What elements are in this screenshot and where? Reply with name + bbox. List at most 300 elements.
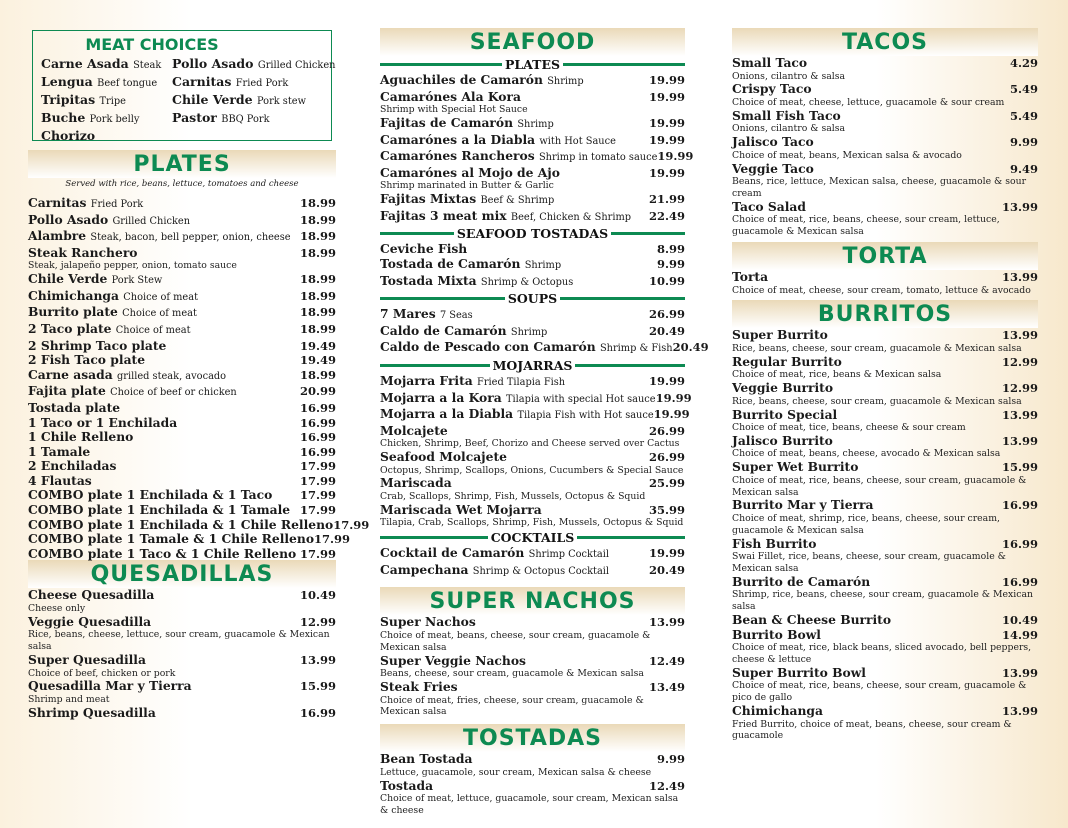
menu-item-short-desc: Tilapia with special Hot sauce <box>505 393 656 405</box>
section-header-seafood: SEAFOOD <box>380 28 685 56</box>
menu-item-price: 19.99 <box>655 390 692 405</box>
menu-item-short-desc: Choice of meat <box>115 324 191 336</box>
menu-item-row <box>28 547 336 562</box>
section-header-torta: TORTA <box>732 242 1038 270</box>
menu-item-row <box>28 430 336 445</box>
menu-item-row <box>28 368 336 385</box>
rule-line <box>380 364 490 367</box>
menu-item-description: Fried Burrito, choice of meat, beans, cheese, sour cream & guacamole <box>732 718 1012 742</box>
menu-item-row <box>380 503 685 518</box>
menu-item-row <box>732 498 1038 513</box>
meat-choice-name: Tripitas <box>41 91 96 107</box>
menu-item-row <box>380 752 685 767</box>
menu-item-name <box>28 305 197 322</box>
menu-item-name <box>380 324 547 341</box>
menu-item-name <box>380 274 573 291</box>
menu-item-short-desc: Shrimp & Fish <box>599 343 673 355</box>
menu-item-description: Shrimp, rice, beans, cheese, sour cream, guacamole & Mexican salsa <box>732 589 1033 613</box>
menu-item-title: Tostada de Camarón <box>380 255 521 271</box>
menu-item-name <box>380 133 616 150</box>
menu-item-row <box>28 384 336 401</box>
menu-item-name <box>732 408 837 423</box>
menu-item-price: 13.99 <box>1001 665 1038 680</box>
menu-item-row <box>732 135 1038 150</box>
menu-item-price: 26.99 <box>648 307 685 322</box>
subsection-title: PLATES <box>504 57 561 72</box>
meat-choice-name: Pollo Asado <box>172 56 254 71</box>
menu-item-row <box>28 531 351 547</box>
menu-item-title: COMBO plate 1 Enchilada & 1 Tamale <box>28 502 291 518</box>
menu-item-description: Onions, cilantro & salsa <box>732 123 846 135</box>
menu-item-name <box>732 704 823 719</box>
menu-item-price: 15.99 <box>1001 460 1038 475</box>
menu-item-row <box>28 416 336 431</box>
menu-item-name <box>732 575 870 590</box>
meat-choice-item <box>41 56 172 74</box>
section-header-quesadillas: QUESADILLAS <box>28 560 336 588</box>
menu-item-name <box>380 752 473 767</box>
menu-item-row <box>732 460 1038 475</box>
menu-item-row <box>28 503 336 518</box>
menu-item-title: Camarónes a la Diabla <box>380 131 536 147</box>
subsection-header <box>380 358 685 373</box>
menu-item-name <box>732 109 841 124</box>
meat-choice-desc: BBQ Pork <box>221 113 270 125</box>
menu-item-title: Fajitas Mixtas <box>380 191 477 207</box>
menu-item-price: 16.99 <box>299 444 336 459</box>
menu-item-row <box>380 307 685 324</box>
menu-item-name <box>28 547 296 562</box>
menu-item-price: 9.99 <box>656 256 685 271</box>
column-middle <box>380 28 709 817</box>
menu-item-name <box>28 706 156 721</box>
menu-item-title: COMBO plate 1 Tamale & 1 Chile Relleno <box>28 531 315 547</box>
menu-item-short-desc: grilled steak, avocado <box>117 370 227 382</box>
menu-item-row <box>380 274 685 291</box>
subsection-header <box>380 226 685 241</box>
menu-item-price: 17.99 <box>299 503 336 518</box>
menu-item-name <box>380 615 476 630</box>
menu-item-title: Fish Burrito <box>732 535 817 551</box>
subsection-header <box>380 530 685 545</box>
menu-item-name <box>732 56 807 71</box>
menu-item-name <box>732 628 821 643</box>
menu-item-price: 12.99 <box>1001 381 1038 396</box>
menu-item-price: 18.99 <box>299 321 336 336</box>
menu-item-title: Jalisco Burrito <box>732 432 833 448</box>
menu-item-description: Choice of meat, cheese, lettuce, guacamole & sour cream <box>732 96 1005 108</box>
menu-item-description: Choice of meat, rice, beans, cheese, sour cream, guacamole & Mexican salsa <box>732 474 1027 498</box>
menu-item-name <box>380 424 448 439</box>
menu-item-price: 13.99 <box>1001 199 1038 214</box>
menu-item-row <box>732 328 1038 343</box>
menu-item-description: Beans, cheese, sour cream, guacamole & Mexican salsa <box>380 668 644 680</box>
menu-item-title: Super Burrito Bowl <box>732 664 866 680</box>
menu-item-price: 13.99 <box>1001 704 1038 718</box>
menu-item-description: Octopus, Shrimp, Scallops, Onions, Cucumbers & Special Sauce <box>380 464 684 476</box>
menu-item-name <box>28 196 143 213</box>
menu-item-row <box>732 628 1038 643</box>
menu-item-row <box>28 706 336 721</box>
menu-item-title: 2 Taco plate <box>28 320 112 336</box>
menu-item-price: 19.99 <box>657 149 694 164</box>
menu-item-name <box>28 445 90 460</box>
menu-item-row <box>28 196 336 213</box>
menu-item-row <box>28 401 336 416</box>
menu-item-title: Carne asada <box>28 366 113 382</box>
menu-item-description: Choice of meat, rice, beans, cheese, sour cream, guacamole & pico de gallo <box>732 680 1027 704</box>
menu-item-price: 4.29 <box>1009 56 1038 70</box>
menu-item-price: 19.99 <box>648 546 685 561</box>
column-right <box>732 28 1038 742</box>
section-header-plates: PLATES <box>28 150 336 178</box>
menu-item-description: Choice of meat, fries, cheese, sour cream, guacamole & Mexican salsa <box>380 694 644 718</box>
menu-item-title: COMBO plate 1 Taco & 1 Chile Relleno <box>28 545 297 561</box>
section-header-super_nachos: SUPER NACHOS <box>380 587 685 615</box>
menu-item-price: 15.99 <box>299 679 336 694</box>
menu-item-title: Bean Tostada <box>380 751 473 767</box>
menu-item-name <box>28 459 116 474</box>
menu-item-title: Regular Burrito <box>732 353 842 369</box>
subsection-title: COCKTAILS <box>490 530 575 546</box>
menu-item-description: Lettuce, guacamole, sour cream, Mexican salsa & cheese <box>380 766 652 778</box>
menu-item-price: 16.99 <box>1001 574 1038 589</box>
section-header-burritos: BURRITOS <box>732 300 1038 328</box>
menu-item-name <box>380 307 473 324</box>
meat-choice-name: Pastor <box>172 109 217 125</box>
menu-item-price: 19.49 <box>299 338 336 353</box>
menu-item-short-desc: Shrimp <box>524 259 562 271</box>
menu-item-name <box>732 82 812 97</box>
menu-item-name <box>732 498 873 513</box>
menu-item-title: Veggie Taco <box>732 160 814 176</box>
menu-item-price: 12.99 <box>1001 354 1038 369</box>
menu-item-title: Mariscada <box>380 475 452 491</box>
meat-choice-name: Buche <box>41 109 86 125</box>
menu-item-short-desc: Choice of meat <box>122 308 197 320</box>
menu-item-row <box>28 246 336 261</box>
menu-item-name <box>380 340 673 357</box>
menu-item-row <box>380 339 709 357</box>
menu-item-row <box>732 704 1038 719</box>
menu-item-description: Choice of meat, lettuce, guacamole, sour cream, Mexican salsa & cheese <box>380 793 679 816</box>
meat-choice-name: Chorizo <box>41 127 96 143</box>
menu-item-title: Chimichanga <box>28 287 119 303</box>
menu-item-name <box>28 474 92 489</box>
meat-choice-item <box>172 74 322 92</box>
menu-item-price: 21.99 <box>648 192 685 207</box>
menu-item-price: 17.99 <box>299 459 336 474</box>
menu-item-row <box>380 476 685 491</box>
menu-item-price: 16.99 <box>1001 536 1038 551</box>
menu-item-price: 9.49 <box>1009 161 1038 176</box>
menu-item-row <box>380 133 685 150</box>
menu-item-price: 18.99 <box>299 288 336 303</box>
meat-choice-name: Chile Verde <box>172 91 253 107</box>
menu-item-price: 17.99 <box>299 546 336 561</box>
menu-item-price: 19.99 <box>648 132 685 147</box>
menu-item-row <box>380 389 692 408</box>
menu-item-description: Crab, Scallops, Shrimp, Fish, Mussels, Octopus & Squid <box>380 491 646 503</box>
subsection-title: SOUPS <box>507 291 558 307</box>
menu-item-title: Quesadilla Mar y Tierra <box>28 678 192 694</box>
menu-item-description: Swai Fillet, rice, beans, cheese, sour cream, guacamole & Mexican salsa <box>732 551 1006 575</box>
menu-item-row <box>380 73 685 90</box>
rule-line <box>560 297 685 300</box>
menu-item-name <box>380 450 507 465</box>
menu-item-description: Choice of meat, beans, cheese, avocado & Mexican salsa <box>732 448 1001 460</box>
menu-item-name <box>380 563 609 580</box>
menu-item-name <box>28 615 151 630</box>
menu-item-title: Burrito Bowl <box>732 626 821 642</box>
menu-item-short-desc: Beef, Chicken & Shrimp <box>510 211 632 223</box>
menu-item-row <box>380 450 685 465</box>
menu-item-short-desc: Shrimp <box>547 76 584 87</box>
menu-item-row <box>732 109 1038 124</box>
menu-item-row <box>380 257 685 274</box>
menu-item-title: Fajitas de Camarón <box>380 114 514 130</box>
menu-item-title: Burrito Special <box>732 406 838 422</box>
menu-item-short-desc: 7 Seas <box>439 310 473 322</box>
menu-item-row <box>380 242 685 257</box>
menu-item-title: Super Quesadilla <box>28 652 146 668</box>
menu-item-description: Steak, jalapeño pepper, onion, tomato sauce <box>28 260 237 272</box>
menu-item-name <box>380 503 542 518</box>
menu-item-row <box>732 200 1038 215</box>
menu-item-price: 16.99 <box>1001 498 1038 513</box>
menu-item-short-desc: Steak, bacon, bell pepper, onion, cheese <box>90 232 291 244</box>
menu-item-row <box>380 374 685 391</box>
meat-choice-desc: Grilled Chicken <box>257 60 336 71</box>
menu-item-row <box>380 192 685 209</box>
menu-item-short-desc: Fried Pork <box>90 199 144 210</box>
subsection-header <box>380 57 685 72</box>
menu-item-price: 5.49 <box>1009 82 1038 97</box>
menu-item-title: Shrimp Quesadilla <box>28 704 156 720</box>
menu-item-row <box>732 575 1038 590</box>
menu-item-price: 19.99 <box>648 115 685 130</box>
menu-item-title: Pollo Asado <box>28 211 109 227</box>
menu-item-name <box>28 503 290 518</box>
menu-item-title: Jalisco Taco <box>732 134 814 150</box>
menu-item-name <box>380 257 561 274</box>
menu-item-title: Tostada plate <box>28 399 121 415</box>
menu-item-title: Ceviche Fish <box>380 241 468 257</box>
menu-item-name <box>380 476 452 491</box>
menu-item-description: Choice of meat, rice, beans, cheese, sour cream, lettuce, guacamole & Mexican salsa <box>732 214 1000 238</box>
subsection-title: MOJARRAS <box>492 357 573 373</box>
menu-item-row <box>28 213 336 230</box>
menu-item-price: 8.99 <box>656 242 685 257</box>
menu-item-name <box>28 588 154 603</box>
menu-item-row <box>380 90 685 105</box>
menu-item-title: Camarónes Ala Kora <box>380 88 521 104</box>
menu-item-price: 12.49 <box>648 653 685 668</box>
menu-item-title: 1 Chile Relleno <box>28 429 134 445</box>
menu-item-name <box>28 368 226 385</box>
menu-item-row <box>28 588 336 603</box>
menu-item-price: 35.99 <box>648 502 685 517</box>
menu-item-title: Cocktail de Camarón <box>380 545 525 561</box>
menu-item-title: Steak Fries <box>380 679 458 695</box>
menu-item-price: 18.99 <box>299 272 336 287</box>
menu-item-title: Super Wet Burrito <box>732 459 859 475</box>
menu-item-description: Shrimp marinated in Butter & Garlic <box>380 180 554 192</box>
menu-item-price: 19.49 <box>299 353 336 368</box>
meat-choice-desc: Pork stew <box>256 95 306 107</box>
menu-item-short-desc: Shrimp <box>510 326 548 338</box>
menu-item-price: 17.99 <box>299 473 336 488</box>
menu-item-title: 1 Taco or 1 Enchilada <box>28 414 178 430</box>
menu-item-name <box>28 246 138 261</box>
menu-item-title: Super Veggie Nachos <box>380 652 526 668</box>
menu-item-name <box>380 391 656 408</box>
menu-item-short-desc: with Hot Sauce <box>539 135 616 147</box>
menu-item-description: Shrimp and meat <box>28 694 110 706</box>
subsection-title: SEAFOOD TOSTADAS <box>456 226 609 242</box>
menu-item-title: Fajita plate <box>28 383 106 399</box>
menu-item-title: Camarónes al Mojo de Ajo <box>380 164 560 180</box>
menu-item-name <box>380 407 654 424</box>
menu-item-description: Choice of beef, chicken or pork <box>28 667 176 679</box>
menu-item-row <box>28 229 336 246</box>
menu-item-price: 9.99 <box>656 752 685 767</box>
menu-item-row <box>732 408 1038 423</box>
menu-item-name <box>380 654 526 669</box>
menu-item-name <box>380 149 657 166</box>
menu-item-title: Small Fish Taco <box>732 107 841 123</box>
menu-item-row <box>28 353 336 368</box>
menu-item-row <box>28 322 336 339</box>
menu-item-name <box>380 166 560 181</box>
menu-item-name <box>380 90 521 105</box>
menu-item-title: Caldo de Pescado con Camarón <box>380 339 596 355</box>
menu-item-name <box>380 209 631 226</box>
menu-item-name <box>732 434 833 449</box>
menu-item-row <box>28 615 336 630</box>
menu-item-price: 13.99 <box>299 653 336 668</box>
menu-item-price: 20.49 <box>672 340 709 355</box>
menu-item-title: COMBO plate 1 Enchilada & 1 Chile Relleno <box>28 516 334 532</box>
menu-item-price: 5.49 <box>1009 108 1038 123</box>
menu-item-name <box>28 430 133 445</box>
menu-item-row <box>732 434 1038 449</box>
menu-item-title: Torta <box>732 268 769 284</box>
menu-item-row <box>380 166 685 181</box>
menu-item-price: 13.99 <box>1001 269 1038 284</box>
menu-item-row <box>380 680 685 695</box>
meat-choices-list <box>41 56 336 146</box>
menu-item-title: Seafood Molcajete <box>380 449 507 465</box>
menu-item-row <box>28 445 336 460</box>
menu-item-price: 18.99 <box>299 367 336 382</box>
menu-item-price: 13.99 <box>1001 407 1038 422</box>
rule-line <box>611 232 685 235</box>
meat-choices-box <box>32 30 336 143</box>
menu-item-row <box>380 654 685 669</box>
meat-choice-name: Lengua <box>41 73 93 89</box>
menu-item-title: Tostada <box>380 777 434 793</box>
meat-choice-desc: Pork belly <box>89 113 140 125</box>
menu-item-name <box>732 135 814 150</box>
menu-item-price: 18.99 <box>299 229 336 244</box>
menu-item-price: 13.99 <box>648 615 685 630</box>
menu-item-price: 16.99 <box>299 705 336 720</box>
meat-choice-item <box>172 110 322 128</box>
menu-item-title: Taco Salad <box>732 198 806 214</box>
meat-choice-desc: Steak <box>133 60 162 71</box>
menu-item-price: 13.99 <box>1001 328 1038 343</box>
menu-item-description: Choice of meat, tice, beans, cheese & sour cream <box>732 422 966 434</box>
menu-item-row <box>28 305 336 322</box>
menu-item-short-desc: Pork Stew <box>111 275 163 287</box>
menu-item-title: Caldo de Camarón <box>380 322 507 338</box>
meat-choice-desc: Tripe <box>99 95 126 107</box>
menu-item-name <box>28 272 162 289</box>
menu-item-title: Camarónes Rancheros <box>380 148 535 164</box>
menu-item-name <box>28 353 145 368</box>
menu-item-description: Choice of meat, beans, cheese, sour cream, guacamole & Mexican salsa <box>380 630 651 653</box>
menu-item-name <box>28 653 146 668</box>
menu-item-title: Campechana <box>380 561 469 577</box>
menu-item-name <box>732 613 891 628</box>
menu-item-title: Molcajete <box>380 422 448 438</box>
menu-item-row <box>28 488 336 503</box>
menu-item-name <box>28 289 198 306</box>
menu-item-price: 18.99 <box>299 305 336 320</box>
menu-item-title: 1 Tamale <box>28 443 91 459</box>
menu-item-row <box>28 516 370 533</box>
menu-item-price: 17.99 <box>314 532 351 547</box>
menu-item-row <box>28 459 336 474</box>
menu-item-row <box>28 289 336 306</box>
menu-item-name <box>28 339 166 354</box>
meat-choice-desc: Fried Pork <box>235 77 289 89</box>
menu-item-row <box>380 563 685 580</box>
menu-item-name <box>732 666 866 681</box>
menu-item-description: Choice of meat, cheese, sour cream, tomato, lettuce & avocado <box>732 284 1031 296</box>
menu-item-description: Tilapia, Crab, Scallops, Shrimp, Fish, Mussels, Octopus & Squid <box>380 517 684 529</box>
menu-item-price: 12.99 <box>299 614 336 629</box>
meat-choice-item <box>41 92 172 110</box>
rule-line <box>380 232 454 235</box>
menu-item-price: 10.49 <box>1001 613 1038 628</box>
menu-item-short-desc: Shrimp in tomato sauce <box>538 152 658 164</box>
menu-item-name <box>380 546 609 563</box>
menu-item-row <box>732 666 1038 681</box>
menu-item-row <box>28 339 336 354</box>
meat-choice-item <box>41 128 172 146</box>
menu-item-row <box>380 424 685 439</box>
menu-item-title: Alambre <box>28 228 87 244</box>
section-note: Served with rice, beans, lettuce, tomatoes and cheese <box>65 179 299 189</box>
menu-item-title: Super Burrito <box>732 327 828 343</box>
menu-item-short-desc: Choice of beef or chicken <box>110 387 237 399</box>
meat-choice-desc: Beef tongue <box>97 77 158 89</box>
menu-item-price: 19.99 <box>648 89 685 104</box>
menu-item-price: 19.99 <box>648 165 685 180</box>
menu-item-price: 14.99 <box>1001 627 1038 642</box>
menu-item-title: Mariscada Wet Mojarra <box>380 501 542 517</box>
menu-item-price: 17.99 <box>299 488 336 503</box>
menu-item-short-desc: Beef & Shrimp <box>480 195 555 207</box>
menu-item-title: Burrito plate <box>28 304 118 320</box>
menu-item-price: 20.49 <box>648 562 685 577</box>
menu-item-price: 16.99 <box>299 430 336 445</box>
rule-line <box>380 297 505 300</box>
subsection-header <box>380 291 685 306</box>
menu-item-name <box>380 242 467 257</box>
